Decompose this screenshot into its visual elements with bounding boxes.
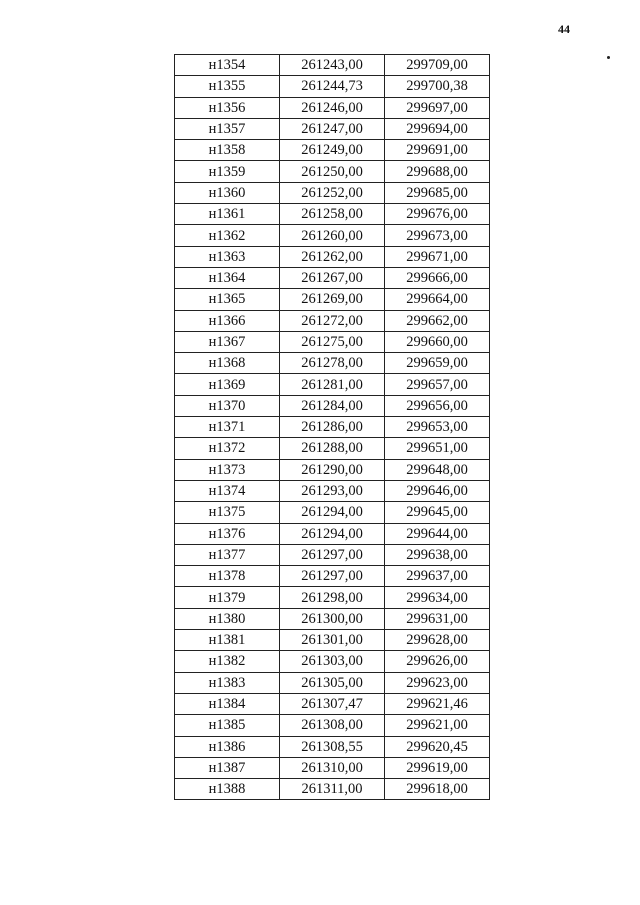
y-coordinate-cell: 299700,38 [385,76,490,97]
x-coordinate-cell: 261269,00 [280,289,385,310]
x-coordinate-cell: 261281,00 [280,374,385,395]
x-coordinate-cell: 261293,00 [280,480,385,501]
y-coordinate-cell: 299685,00 [385,182,490,203]
x-coordinate-cell: 261300,00 [280,608,385,629]
y-coordinate-cell: 299638,00 [385,544,490,565]
point-id-cell: н1367 [175,331,280,352]
y-coordinate-cell: 299659,00 [385,353,490,374]
x-coordinate-cell: 261310,00 [280,757,385,778]
coordinates-table [174,54,490,800]
point-id-cell: н1368 [175,353,280,374]
x-coordinate-cell: 261297,00 [280,566,385,587]
y-coordinate-cell: 299657,00 [385,374,490,395]
point-id-cell: н1360 [175,182,280,203]
y-coordinate-cell: 299637,00 [385,566,490,587]
point-id-cell: н1355 [175,76,280,97]
x-coordinate-cell: 261258,00 [280,204,385,225]
y-coordinate-cell: 299646,00 [385,480,490,501]
x-coordinate-cell: 261303,00 [280,651,385,672]
point-id-cell: н1359 [175,161,280,182]
point-id-cell: н1384 [175,693,280,714]
y-coordinate-cell: 299651,00 [385,438,490,459]
y-coordinate-cell: 299626,00 [385,651,490,672]
y-coordinate-cell: 299648,00 [385,459,490,480]
x-coordinate-cell: 261250,00 [280,161,385,182]
table-row [175,651,490,672]
point-id-cell: н1363 [175,246,280,267]
point-id-cell: н1371 [175,417,280,438]
x-coordinate-cell: 261252,00 [280,182,385,203]
x-coordinate-cell: 261275,00 [280,331,385,352]
point-id-cell: н1383 [175,672,280,693]
table-row [175,331,490,352]
table-row [175,544,490,565]
y-coordinate-cell: 299620,45 [385,736,490,757]
y-coordinate-cell: 299628,00 [385,630,490,651]
point-id-cell: н1387 [175,757,280,778]
point-id-cell: н1374 [175,480,280,501]
table-row [175,140,490,161]
point-id-cell: н1380 [175,608,280,629]
y-coordinate-cell: 299631,00 [385,608,490,629]
x-coordinate-cell: 261308,55 [280,736,385,757]
x-coordinate-cell: 261294,00 [280,502,385,523]
table-row [175,97,490,118]
point-id-cell: н1377 [175,544,280,565]
x-coordinate-cell: 261298,00 [280,587,385,608]
table-row [175,502,490,523]
x-coordinate-cell: 261286,00 [280,417,385,438]
y-coordinate-cell: 299676,00 [385,204,490,225]
y-coordinate-cell: 299634,00 [385,587,490,608]
table-row [175,289,490,310]
point-id-cell: н1386 [175,736,280,757]
x-coordinate-cell: 261244,73 [280,76,385,97]
table-row [175,566,490,587]
point-id-cell: н1385 [175,715,280,736]
y-coordinate-cell: 299694,00 [385,118,490,139]
point-id-cell: н1373 [175,459,280,480]
table-row [175,182,490,203]
x-coordinate-cell: 261262,00 [280,246,385,267]
table-row [175,587,490,608]
y-coordinate-cell: 299673,00 [385,225,490,246]
x-coordinate-cell: 261297,00 [280,544,385,565]
point-id-cell: н1369 [175,374,280,395]
table-row [175,608,490,629]
point-id-cell: н1381 [175,630,280,651]
x-coordinate-cell: 261267,00 [280,267,385,288]
point-id-cell: н1356 [175,97,280,118]
x-coordinate-cell: 261278,00 [280,353,385,374]
table-row [175,246,490,267]
point-id-cell: н1362 [175,225,280,246]
x-coordinate-cell: 261307,47 [280,693,385,714]
x-coordinate-cell: 261288,00 [280,438,385,459]
y-coordinate-cell: 299618,00 [385,779,490,800]
table-row [175,417,490,438]
y-coordinate-cell: 299621,46 [385,693,490,714]
point-id-cell: н1370 [175,395,280,416]
y-coordinate-cell: 299660,00 [385,331,490,352]
point-id-cell: н1379 [175,587,280,608]
table-row [175,204,490,225]
y-coordinate-cell: 299697,00 [385,97,490,118]
y-coordinate-cell: 299653,00 [385,417,490,438]
table-row [175,118,490,139]
x-coordinate-cell: 261311,00 [280,779,385,800]
point-id-cell: н1365 [175,289,280,310]
point-id-cell: н1366 [175,310,280,331]
point-id-cell: н1375 [175,502,280,523]
table-row [175,374,490,395]
x-coordinate-cell: 261243,00 [280,55,385,76]
table-row [175,693,490,714]
page-number: 44 [558,22,570,36]
point-id-cell: н1364 [175,267,280,288]
table-row [175,672,490,693]
y-coordinate-cell: 299688,00 [385,161,490,182]
table-row [175,459,490,480]
x-coordinate-cell: 261308,00 [280,715,385,736]
table-row [175,353,490,374]
point-id-cell: н1354 [175,55,280,76]
point-id-cell: н1358 [175,140,280,161]
scan-speck [607,56,610,59]
table-row [175,161,490,182]
y-coordinate-cell: 299619,00 [385,757,490,778]
table-row [175,779,490,800]
y-coordinate-cell: 299691,00 [385,140,490,161]
x-coordinate-cell: 261294,00 [280,523,385,544]
y-coordinate-cell: 299623,00 [385,672,490,693]
y-coordinate-cell: 299656,00 [385,395,490,416]
point-id-cell: н1388 [175,779,280,800]
y-coordinate-cell: 299664,00 [385,289,490,310]
x-coordinate-cell: 261249,00 [280,140,385,161]
table-row [175,225,490,246]
table-row [175,310,490,331]
x-coordinate-cell: 261305,00 [280,672,385,693]
x-coordinate-cell: 261272,00 [280,310,385,331]
table-row [175,757,490,778]
table-row [175,76,490,97]
x-coordinate-cell: 261284,00 [280,395,385,416]
y-coordinate-cell: 299662,00 [385,310,490,331]
y-coordinate-cell: 299666,00 [385,267,490,288]
y-coordinate-cell: 299644,00 [385,523,490,544]
table-row [175,715,490,736]
x-coordinate-cell: 261246,00 [280,97,385,118]
point-id-cell: н1361 [175,204,280,225]
y-coordinate-cell: 299621,00 [385,715,490,736]
table-row [175,438,490,459]
coordinates-table-body [175,55,490,800]
table-row [175,395,490,416]
x-coordinate-cell: 261260,00 [280,225,385,246]
x-coordinate-cell: 261301,00 [280,630,385,651]
point-id-cell: н1382 [175,651,280,672]
table-row [175,55,490,76]
table-row [175,630,490,651]
y-coordinate-cell: 299671,00 [385,246,490,267]
y-coordinate-cell: 299645,00 [385,502,490,523]
y-coordinate-cell: 299709,00 [385,55,490,76]
table-row [175,523,490,544]
point-id-cell: н1378 [175,566,280,587]
x-coordinate-cell: 261247,00 [280,118,385,139]
table-row [175,267,490,288]
x-coordinate-cell: 261290,00 [280,459,385,480]
point-id-cell: н1376 [175,523,280,544]
table-row [175,480,490,501]
point-id-cell: н1357 [175,118,280,139]
table-row [175,736,490,757]
point-id-cell: н1372 [175,438,280,459]
